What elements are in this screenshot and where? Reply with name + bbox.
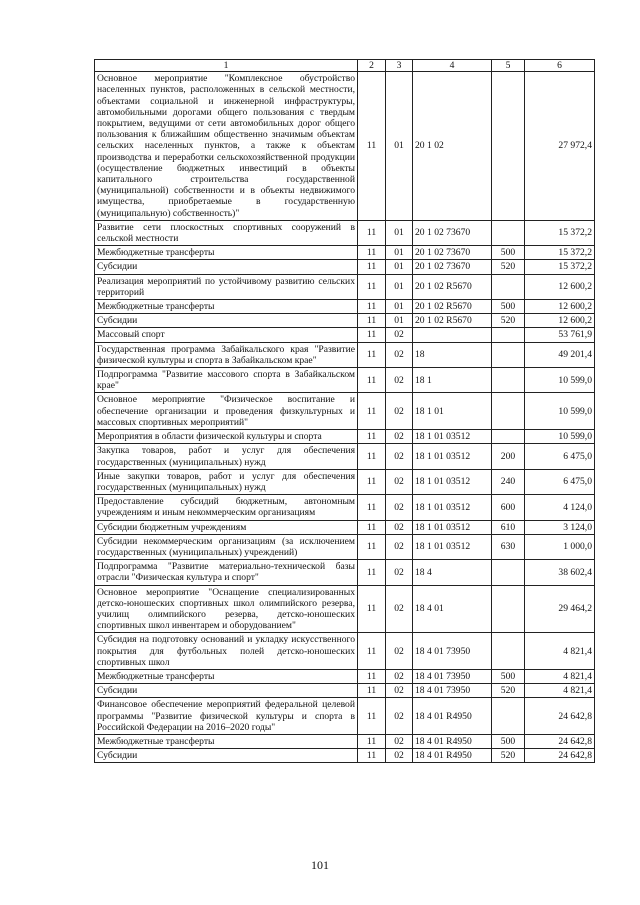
row-name: Мероприятия в области физической культуры и спорта — [95, 430, 358, 444]
row-subsection: 01 — [386, 314, 413, 328]
row-expense-type — [492, 560, 525, 585]
row-name: Межбюджетные трансферты — [95, 300, 358, 314]
row-section: 11 — [358, 698, 386, 735]
row-name: Субсидия на подготовку оснований и укладку искусственного покрытия для футбольных полей детско-юношеских спортивных школ — [95, 633, 358, 670]
header-col-6: 6 — [525, 60, 595, 72]
table-row — [95, 444, 595, 469]
row-amount: 24 642,8 — [525, 749, 595, 763]
row-name: Закупка товаров, работ и услуг для обеспечения государственных (муниципальных) нужд — [95, 444, 358, 469]
row-target-article: 20 1 02 R5670 — [413, 274, 492, 299]
header-col-2: 2 — [358, 60, 386, 72]
header-col-4: 4 — [413, 60, 492, 72]
row-target-article — [413, 328, 492, 342]
row-name: Основное мероприятие "Оснащение специализированных детско-юношеских спортивных школ олимпийского резерва, училищ олимпийского резерва, детско-юношеских спортивных школ инвентарем и оборудованием" — [95, 585, 358, 633]
row-name: Межбюджетные трансферты — [95, 734, 358, 748]
page-number: 101 — [311, 858, 329, 872]
row-section: 11 — [358, 274, 386, 299]
row-subsection: 02 — [386, 368, 413, 393]
row-subsection: 02 — [386, 749, 413, 763]
row-target-article: 18 1 01 03512 — [413, 495, 492, 520]
row-subsection: 01 — [386, 72, 413, 221]
row-expense-type — [492, 430, 525, 444]
table-row — [95, 342, 595, 367]
row-subsection: 02 — [386, 520, 413, 534]
table-row — [95, 520, 595, 534]
row-section: 11 — [358, 300, 386, 314]
row-subsection: 01 — [386, 220, 413, 245]
row-subsection: 02 — [386, 534, 413, 559]
row-section: 11 — [358, 520, 386, 534]
header-col-5: 5 — [492, 60, 525, 72]
row-section: 11 — [358, 328, 386, 342]
row-target-article: 18 1 01 03512 — [413, 520, 492, 534]
row-section: 11 — [358, 669, 386, 683]
table-row — [95, 274, 595, 299]
row-subsection: 02 — [386, 684, 413, 698]
row-expense-type — [492, 342, 525, 367]
row-name: Основное мероприятие "Комплексное обустройство населенных пунктов, расположенных в сельской местности, объектами социальной и инженерной инфраструктуры, автомобильными дорогами общего пользования с твердым покрытием, ведущими от сети автомобильных дорог общего пользования к ближайшим общественно значимым объектам сельских населенных пунктов, а также к объектам производства и переработки сельскохозяйственной продукции (осуществление бюджетных инвестиций в объекты капитального строительства государственной (муниципальной) собственности и в объекты недвижимого имущества, приобретаемые в государственную (муниципальную) собственность)" — [95, 72, 358, 221]
row-section: 11 — [358, 534, 386, 559]
row-subsection: 02 — [386, 734, 413, 748]
row-section: 11 — [358, 749, 386, 763]
row-name: Субсидии бюджетным учреждениям — [95, 520, 358, 534]
table-row — [95, 430, 595, 444]
row-subsection: 02 — [386, 560, 413, 585]
table-row — [95, 469, 595, 494]
table-row — [95, 560, 595, 585]
row-subsection: 02 — [386, 430, 413, 444]
row-subsection: 02 — [386, 328, 413, 342]
row-subsection: 02 — [386, 669, 413, 683]
row-section: 11 — [358, 342, 386, 367]
row-name: Государственная программа Забайкальского края "Развитие физической культуры и спорта в Забайкальском крае" — [95, 342, 358, 367]
row-expense-type: 240 — [492, 469, 525, 494]
row-target-article: 18 4 01 R4950 — [413, 698, 492, 735]
row-subsection: 02 — [386, 342, 413, 367]
row-expense-type: 500 — [492, 246, 525, 260]
row-expense-type — [492, 328, 525, 342]
row-subsection: 02 — [386, 469, 413, 494]
row-name: Субсидии некоммерческим организациям (за исключением государственных (муниципальных) учреждений) — [95, 534, 358, 559]
table-row — [95, 314, 595, 328]
row-amount: 24 642,8 — [525, 698, 595, 735]
row-expense-type: 520 — [492, 314, 525, 328]
row-amount: 6 475,0 — [525, 469, 595, 494]
row-expense-type — [492, 393, 525, 430]
row-amount: 15 372,2 — [525, 260, 595, 274]
row-target-article: 18 — [413, 342, 492, 367]
table-row — [95, 220, 595, 245]
row-target-article: 18 1 01 03512 — [413, 430, 492, 444]
table-row — [95, 368, 595, 393]
row-expense-type — [492, 698, 525, 735]
row-section: 11 — [358, 495, 386, 520]
row-subsection: 01 — [386, 260, 413, 274]
table-row — [95, 495, 595, 520]
row-section: 11 — [358, 469, 386, 494]
table-row — [95, 633, 595, 670]
row-target-article: 18 1 01 03512 — [413, 534, 492, 559]
header-col-1: 1 — [95, 60, 358, 72]
row-target-article: 18 4 01 73950 — [413, 633, 492, 670]
row-subsection: 02 — [386, 633, 413, 670]
row-expense-type: 520 — [492, 684, 525, 698]
row-name: Субсидии — [95, 260, 358, 274]
row-amount: 6 475,0 — [525, 444, 595, 469]
row-subsection: 02 — [386, 495, 413, 520]
table-row — [95, 393, 595, 430]
row-target-article: 18 4 01 73950 — [413, 684, 492, 698]
row-subsection: 02 — [386, 585, 413, 633]
row-expense-type: 600 — [492, 495, 525, 520]
row-name: Массовый спорт — [95, 328, 358, 342]
row-name: Основное мероприятие "Физическое воспитание и обеспечение организации и проведения физкультурных и массовых спортивных мероприятий" — [95, 393, 358, 430]
table-row — [95, 669, 595, 683]
header-col-3: 3 — [386, 60, 413, 72]
row-amount: 24 642,8 — [525, 734, 595, 748]
row-section: 11 — [358, 246, 386, 260]
row-target-article: 18 4 01 R4950 — [413, 734, 492, 748]
row-amount: 4 124,0 — [525, 495, 595, 520]
row-amount: 10 599,0 — [525, 393, 595, 430]
row-target-article: 18 1 01 — [413, 393, 492, 430]
row-target-article: 20 1 02 73670 — [413, 260, 492, 274]
row-section: 11 — [358, 393, 386, 430]
row-section: 11 — [358, 734, 386, 748]
table-header-row — [95, 60, 595, 72]
row-target-article: 18 4 01 R4950 — [413, 749, 492, 763]
row-name: Подпрограмма "Развитие материально-технической базы отрасли "Физическая культура и спорт" — [95, 560, 358, 585]
row-target-article: 20 1 02 73670 — [413, 220, 492, 245]
row-name: Субсидии — [95, 684, 358, 698]
table-row — [95, 300, 595, 314]
row-subsection: 01 — [386, 274, 413, 299]
row-subsection: 02 — [386, 393, 413, 430]
row-target-article: 18 4 01 73950 — [413, 669, 492, 683]
row-amount: 29 464,2 — [525, 585, 595, 633]
row-name: Подпрограмма "Развитие массового спорта в Забайкальском крае" — [95, 368, 358, 393]
row-target-article: 20 1 02 — [413, 72, 492, 221]
row-expense-type: 500 — [492, 669, 525, 683]
row-amount: 1 000,0 — [525, 534, 595, 559]
row-target-article: 20 1 02 73670 — [413, 246, 492, 260]
row-section: 11 — [358, 72, 386, 221]
row-subsection: 01 — [386, 300, 413, 314]
row-name: Предоставление субсидий бюджетным, автономным учреждениям и иным некоммерческим организациям — [95, 495, 358, 520]
budget-table — [94, 59, 595, 763]
table-row — [95, 260, 595, 274]
row-name: Развитие сети плоскостных спортивных сооружений в сельской местности — [95, 220, 358, 245]
row-amount: 38 602,4 — [525, 560, 595, 585]
row-amount: 4 821,4 — [525, 633, 595, 670]
row-amount: 4 821,4 — [525, 669, 595, 683]
row-name: Реализация мероприятий по устойчивому развитию сельских территорий — [95, 274, 358, 299]
row-amount: 10 599,0 — [525, 430, 595, 444]
row-expense-type — [492, 368, 525, 393]
table-row — [95, 734, 595, 748]
row-amount: 12 600,2 — [525, 314, 595, 328]
row-expense-type: 610 — [492, 520, 525, 534]
row-expense-type: 520 — [492, 749, 525, 763]
row-target-article: 20 1 02 R5670 — [413, 300, 492, 314]
row-expense-type: 200 — [492, 444, 525, 469]
row-amount: 53 761,9 — [525, 328, 595, 342]
row-expense-type — [492, 585, 525, 633]
row-section: 11 — [358, 220, 386, 245]
row-section: 11 — [358, 444, 386, 469]
row-section: 11 — [358, 260, 386, 274]
row-expense-type — [492, 274, 525, 299]
row-target-article: 18 1 01 03512 — [413, 444, 492, 469]
row-target-article: 18 1 — [413, 368, 492, 393]
row-amount: 10 599,0 — [525, 368, 595, 393]
row-section: 11 — [358, 585, 386, 633]
row-expense-type — [492, 220, 525, 245]
row-expense-type: 500 — [492, 300, 525, 314]
row-section: 11 — [358, 560, 386, 585]
row-expense-type: 630 — [492, 534, 525, 559]
row-amount: 12 600,2 — [525, 300, 595, 314]
budget-page — [94, 59, 594, 763]
row-section: 11 — [358, 368, 386, 393]
table-row — [95, 328, 595, 342]
row-amount: 15 372,2 — [525, 220, 595, 245]
row-target-article: 18 4 01 — [413, 585, 492, 633]
row-expense-type: 520 — [492, 260, 525, 274]
row-subsection: 01 — [386, 246, 413, 260]
table-row — [95, 749, 595, 763]
row-subsection: 02 — [386, 444, 413, 469]
row-target-article: 18 1 01 03512 — [413, 469, 492, 494]
table-row — [95, 684, 595, 698]
row-name: Иные закупки товаров, работ и услуг для обеспечения государственных (муниципальных) нужд — [95, 469, 358, 494]
row-target-article: 20 1 02 R5670 — [413, 314, 492, 328]
table-row — [95, 585, 595, 633]
row-name: Межбюджетные трансферты — [95, 669, 358, 683]
row-expense-type — [492, 633, 525, 670]
row-amount: 4 821,4 — [525, 684, 595, 698]
table-row — [95, 698, 595, 735]
row-amount: 12 600,2 — [525, 274, 595, 299]
row-name: Финансовое обеспечение мероприятий федеральной целевой программы "Развитие физической культуры и спорта в Российской Федерации на 2016–2020 годы" — [95, 698, 358, 735]
row-section: 11 — [358, 684, 386, 698]
row-subsection: 02 — [386, 698, 413, 735]
row-section: 11 — [358, 314, 386, 328]
row-section: 11 — [358, 430, 386, 444]
row-name: Межбюджетные трансферты — [95, 246, 358, 260]
row-name: Субсидии — [95, 314, 358, 328]
row-expense-type — [492, 72, 525, 221]
row-amount: 49 201,4 — [525, 342, 595, 367]
row-target-article: 18 4 — [413, 560, 492, 585]
table-row — [95, 246, 595, 260]
row-name: Субсидии — [95, 749, 358, 763]
row-amount: 3 124,0 — [525, 520, 595, 534]
table-row — [95, 72, 595, 221]
table-row — [95, 534, 595, 559]
row-section: 11 — [358, 633, 386, 670]
row-amount: 15 372,2 — [525, 246, 595, 260]
row-amount: 27 972,4 — [525, 72, 595, 221]
row-expense-type: 500 — [492, 734, 525, 748]
